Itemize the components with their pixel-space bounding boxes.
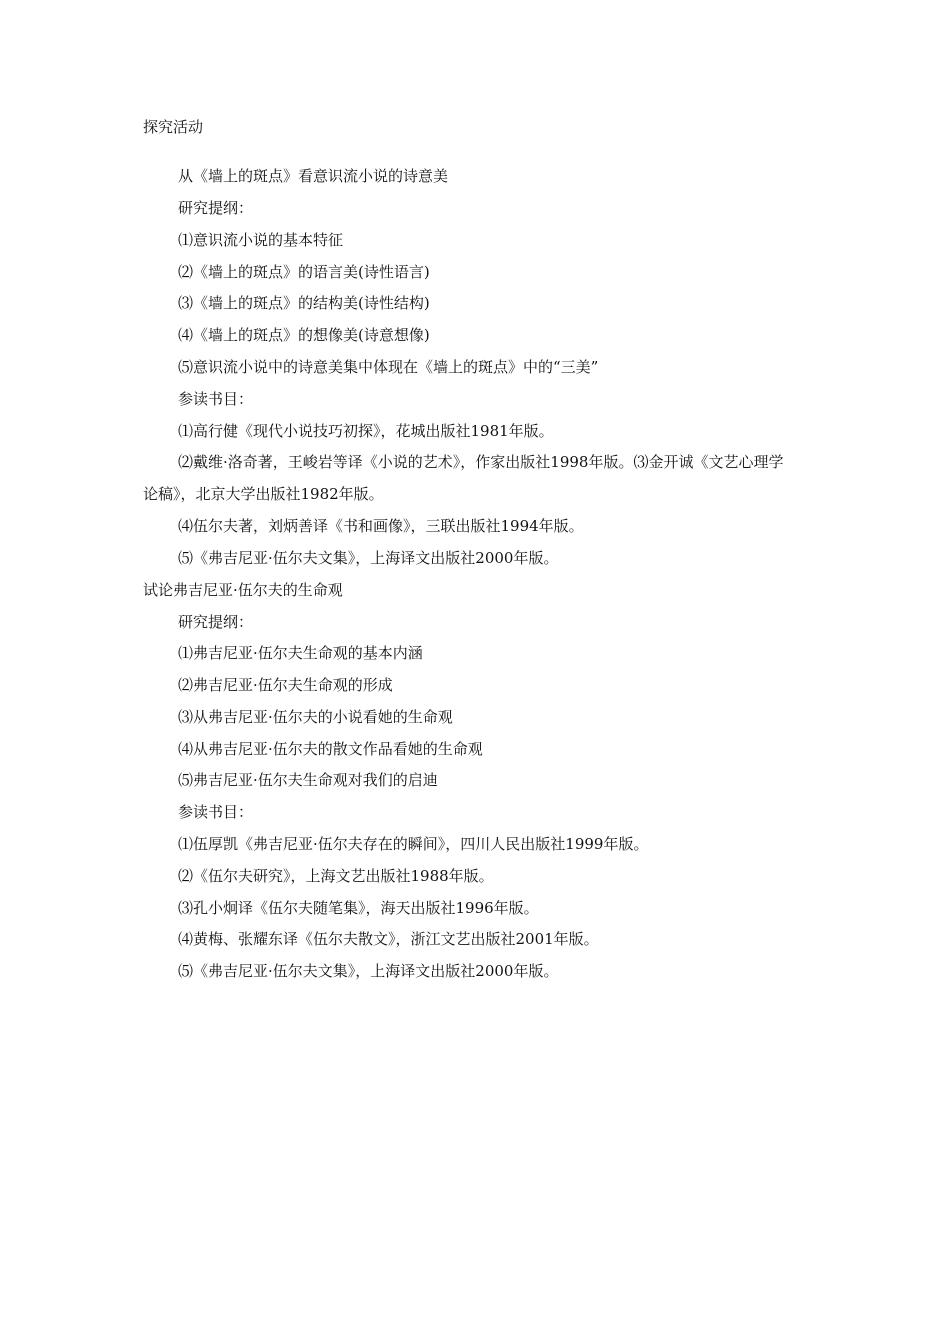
topic2-outline-item: ⑵弗吉尼亚·伍尔夫生命观的形成 — [178, 676, 393, 694]
topic2-title: 试论弗吉尼亚·伍尔夫的生命观 — [143, 581, 343, 599]
topic2-outline-item: ⑶从弗吉尼亚·伍尔夫的小说看她的生命观 — [178, 708, 453, 726]
topic1-outline-item: ⑸意识流小说中的诗意美集中体现在《墙上的斑点》中的“三美” — [178, 358, 599, 376]
topic1-books-label: 参读书目： — [178, 390, 254, 408]
topic1-outline-item: ⑷《墙上的斑点》的想像美(诗意想像) — [178, 326, 430, 344]
topic1-outline-label: 研究提纲： — [178, 199, 254, 217]
topic1-book-item-wrapped: ⑵戴维·洛奇著，王峻岩等译《小说的艺术》，作家出版社1998年版。⑶金开诚《文艺心理学论稿》，北京大学出版社1982年版。 — [143, 453, 784, 503]
topic2-book-item: ⑸《弗吉尼亚·伍尔夫文集》，上海译文出版社2000年版。 — [178, 962, 559, 980]
topic2-book-item: ⑴伍厚凯《弗吉尼亚·伍尔夫存在的瞬间》，四川人民出版社1999年版。 — [178, 835, 649, 853]
topic2-outline-item: ⑴弗吉尼亚·伍尔夫生命观的基本内涵 — [178, 644, 423, 662]
topic1-book-item: ⑸《弗吉尼亚·伍尔夫文集》，上海译文出版社2000年版。 — [178, 549, 559, 567]
topic1-outline-item: ⑶《墙上的斑点》的结构美(诗性结构) — [178, 294, 430, 312]
topic2-books-label: 参读书目： — [178, 803, 254, 821]
page-heading: 探究活动 — [143, 118, 204, 136]
topic1-title: 从《墙上的斑点》看意识流小说的诗意美 — [178, 167, 449, 185]
topic2-book-item: ⑵《伍尔夫研究》，上海文艺出版社1988年版。 — [178, 867, 494, 885]
topic1-outline-item: ⑴意识流小说的基本特征 — [178, 231, 344, 249]
topic2-outline-label: 研究提纲： — [178, 613, 254, 631]
topic1-book-item: ⑴高行健《现代小说技巧初探》，花城出版社1981年版。 — [178, 422, 554, 440]
topic2-book-item: ⑶孔小炯译《伍尔夫随笔集》，海天出版社1996年版。 — [178, 899, 539, 917]
topic2-book-item: ⑷黄梅、张耀东译《伍尔夫散文》，浙江文艺出版社2001年版。 — [178, 930, 599, 948]
topic2-outline-item: ⑷从弗吉尼亚·伍尔夫的散文作品看她的生命观 — [178, 740, 483, 758]
topic2-outline-item: ⑸弗吉尼亚·伍尔夫生命观对我们的启迪 — [178, 771, 438, 789]
topic1-book-item: ⑷伍尔夫著，刘炳善译《书和画像》，三联出版社1994年版。 — [178, 517, 584, 535]
topic1-outline-item: ⑵《墙上的斑点》的语言美(诗性语言) — [178, 263, 430, 281]
